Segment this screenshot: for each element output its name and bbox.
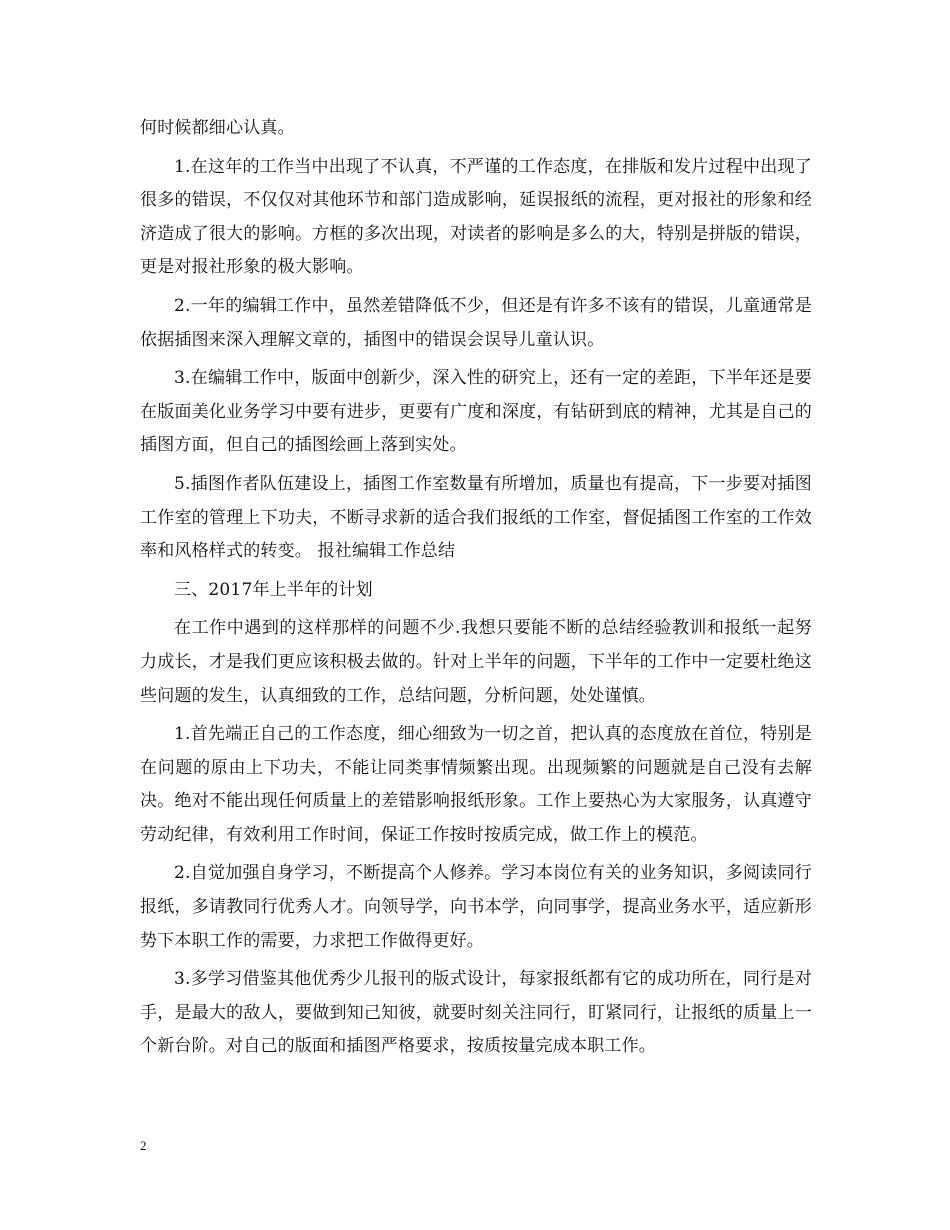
paragraph-1: 何时候都细心认真。 (140, 118, 295, 138)
paragraph-7: 1.首先端正自己的工作态度，细心细致为一切之首，把认真的态度放在首位，特别是在问题的原由上下功夫，不能让同类事情频繁出现。出现频繁的问题就是自己没有去解决。绝对不能出现任何质量上的差错影响报纸形象。工作上要热心为大家服务，认真遵守劳动纪律，有效利用工作时间，保证工作按时按质完成，做工作上的模范。 (140, 724, 812, 845)
page-number: 2 (140, 1138, 147, 1153)
paragraph-8: 2.自觉加强自身学习，不断提高个人修养。学习本岗位有关的业务知识，多阅读同行报纸，多请教同行优秀人才。向领导学，向书本学，向同事学，提高业务水平，适应新形势下本职工作的需要，力求把工作做得更好。 (140, 863, 812, 951)
section-heading: 三、2017年上半年的计划 (174, 579, 373, 600)
paragraph-5: 5.插图作者队伍建设上，插图工作室数量有所增加，质量也有提高，下一步要对插图工作室的管理上下功夫，不断寻求新的适合我们报纸的工作室，督促插图工作室的工作效率和风格样式的转变。 报社编辑工作总结 (140, 473, 812, 562)
paragraph-9: 3.多学习借鉴其他优秀少儿报刊的版式设计，每家报纸都有它的成功所在，同行是对手，是最大的敌人，要做到知己知彼，就要时刻关注同行，盯紧同行，让报纸的质量上一个新台阶。对自己的版面和插图严格要求，按质按量完成本职工作。 (140, 969, 812, 1057)
paragraph-3: 2.一年的编辑工作中，虽然差错降低不少，但还是有许多不该有的错误，儿童通常是依据插图来深入理解文章的，插图中的错误会误导儿童认识。 (140, 295, 812, 350)
paragraph-4: 3.在编辑工作中，版面中创新少，深入性的研究上，还有一定的差距，下半年还是要在版面美化业务学习中要有进步，更要有广度和深度，有钻研到底的精神，尤其是自己的插图方面，但自己的插图绘画上落到实处。 (140, 368, 812, 456)
document-body (140, 112, 812, 1069)
paragraph-2: 1.在这年的工作当中出现了不认真，不严谨的工作态度，在排版和发片过程中出现了很多的错误，不仅仅对其他环节和部门造成影响，延误报纸的流程，更对报社的形象和经济造成了很大的影响。方框的多次出现，对读者的影响是多么的大，特别是拼版的错误，更是对报社形象的极大影响。 (140, 156, 812, 278)
paragraph-6: 在工作中遇到的这样那样的问题不少.我想只要能不断的总结经验教训和报纸一起努力成长，才是我们更应该积极去做的。针对上半年的问题，下半年的工作中一定要杜绝这些问题的发生，认真细致的工作，总结问题，分析问题，处处谨慎。 (140, 618, 812, 706)
